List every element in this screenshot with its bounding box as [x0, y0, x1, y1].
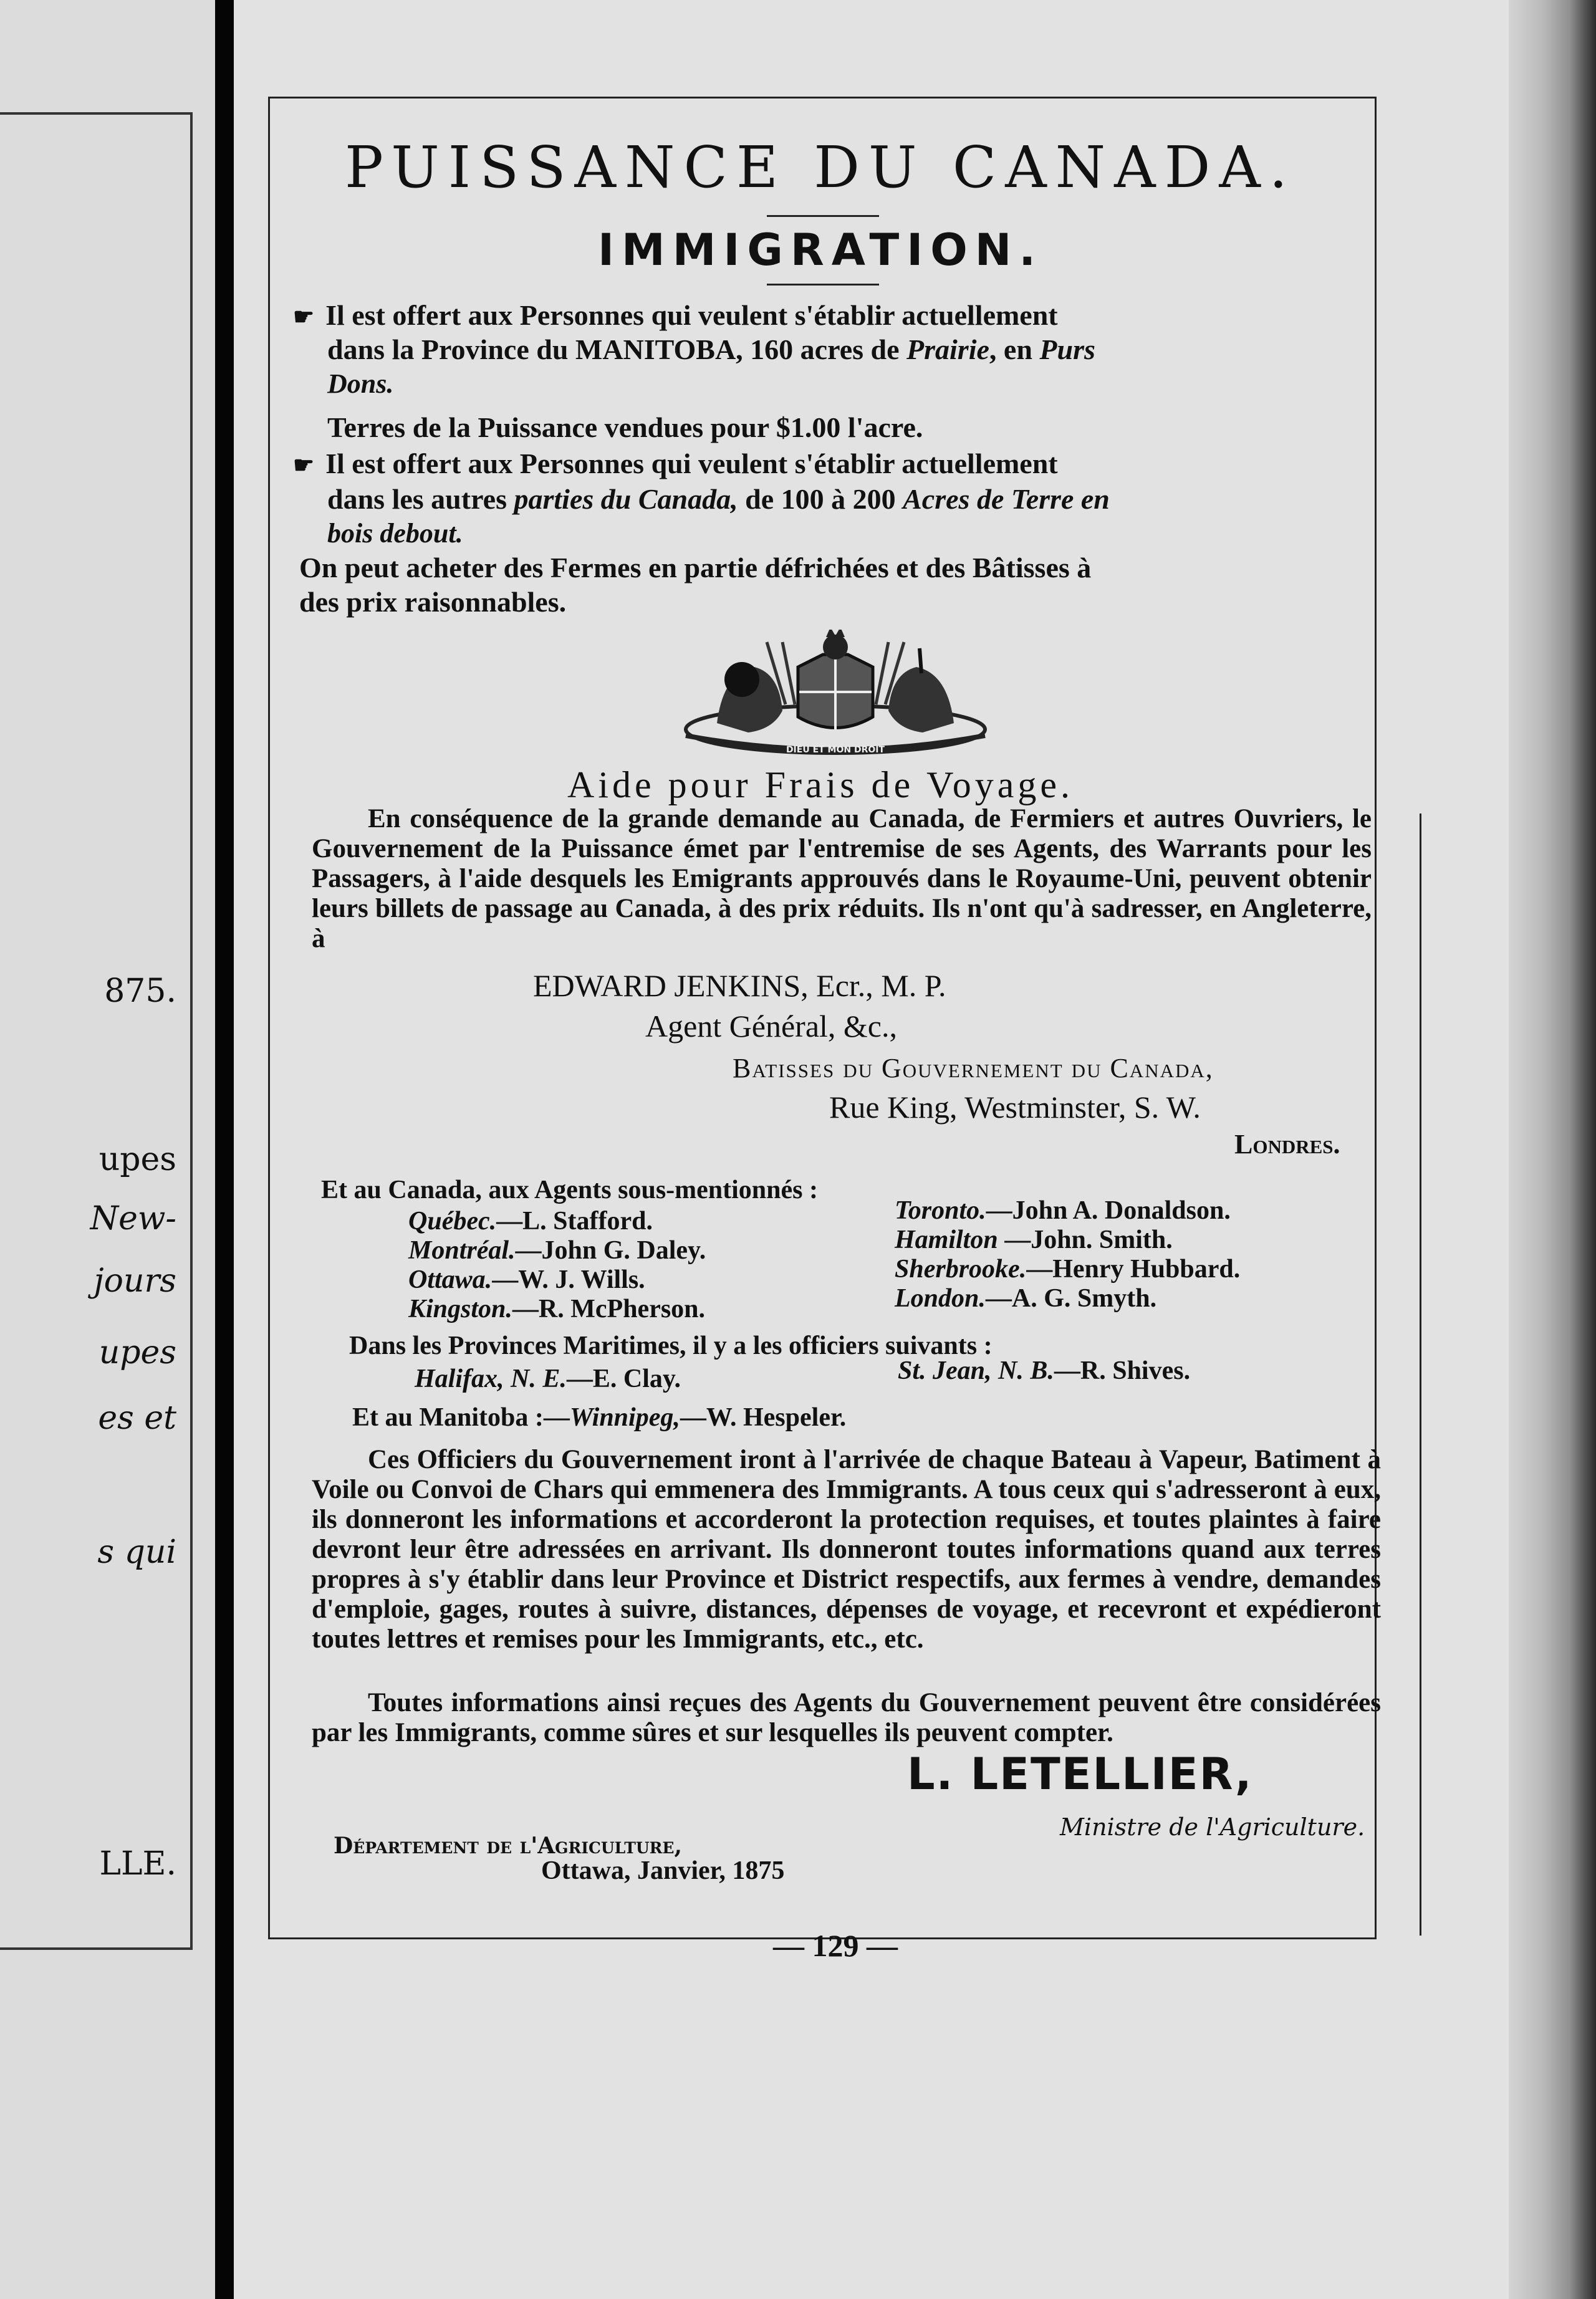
book-gutter — [215, 0, 234, 2299]
pointing-hand-icon: ☛ — [293, 304, 315, 330]
left-fragment: LLE. — [99, 1845, 176, 1883]
royal-crest-icon — [673, 630, 998, 761]
left-fragment: jours — [94, 1262, 176, 1300]
officers-paragraph: Ces Officiers du Gouvernement iront à l'arrivée de chaque Bateau à Vapeur, Batiment à Voile ou Convoi de Chars qui emmenera des Immigrants. A tous ceux qui s'adresseront à eux, ils donneront les informations et accorderont la protection requises, et toutes plaintes à faire devront leur être adressées en arrivant. Ils donneront toutes informations quand aux terres propres à s'y établir dans leur Province et District respectifs, aux fermes à vendre, demandes d'emploie, gages, routes à suivre, distances, dépenses de voyage, et recevront et expédieront toutes lettres et remises pour les Immigrants, etc., etc. — [312, 1445, 1381, 1654]
heading-rule — [767, 284, 879, 286]
offer1-line2: dans la Province du MANITOBA, 160 acres de Prairie, en Purs — [327, 334, 1095, 365]
farms-line1: On peut acheter des Fermes en partie défrichées et des Bâtisses à — [299, 552, 1092, 583]
agent-row-right: Toronto.—John A. Donaldson. — [895, 1196, 1231, 1225]
offer2-bois: bois debout. — [327, 518, 463, 549]
left-page — [0, 0, 215, 2299]
agent-row-left: Kingston.—R. McPherson. — [408, 1295, 706, 1323]
page-edge — [1509, 0, 1596, 2299]
offer2-line2: dans les autres parties du Canada, de 100 à 200 Acres de Terre en — [327, 483, 1110, 515]
svg-text:DIEU ET MON DROIT: DIEU ET MON DROIT — [786, 745, 885, 755]
agent-row-right: London.—A. G. Smyth. — [895, 1284, 1157, 1313]
aid-title: Aide pour Frais de Voyage. — [567, 764, 1074, 805]
agent-city: Londres. — [1234, 1129, 1340, 1159]
ad-heading: IMMIGRATION. — [598, 224, 1043, 276]
aid-paragraph: En conséquence de la grande demande au Canada, de Fermiers et autres Ouvriers, le Gouvernement de la Puissance émet par l'entremise de ses Agents, des Warrants pour les Passagers, à l'aide desquels les Emigrants approuvés dans le Royaume-Uni, peuvent obtenir leurs billets de passage au Canada, à des prix réduits. Ils n'ont qu'à sadresser, en Angleterre, à — [312, 804, 1372, 953]
signature: L. LETELLIER, — [907, 1749, 1253, 1800]
agent-title: Agent Général, &c., — [645, 1009, 898, 1044]
farms-line2: des prix raisonnables. — [299, 586, 567, 618]
offer1-line1: ☛ Il est offert aux Personnes qui veulent s'établir actuellement — [293, 299, 1058, 331]
canada-intro: Et au Canada, aux Agents sous-mentionnés : — [321, 1176, 818, 1204]
department: Département de l'Agriculture, — [334, 1833, 682, 1859]
left-page-frame — [0, 112, 193, 1950]
left-fragment: es et — [98, 1399, 176, 1437]
agent-building: Batisses du Gouvernement du Canada, — [733, 1053, 1214, 1083]
agent-row-left: Québec.—L. Stafford. — [408, 1207, 653, 1236]
agent-row-left: Montréal.—John G. Daley. — [408, 1236, 706, 1265]
agent-row-left: Ottawa.—W. J. Wills. — [408, 1265, 645, 1294]
department-date: Ottawa, Janvier, 1875 — [541, 1856, 785, 1885]
maritime-agent-right: St. Jean, N. B.—R. Shives. — [898, 1356, 1191, 1385]
manitoba-agent: Et au Manitoba :—Winnipeg,—W. Hespeler. — [352, 1403, 847, 1432]
left-fragment: New- — [90, 1200, 176, 1237]
left-fragment: s qui — [97, 1533, 176, 1571]
signature-title: Ministre de l'Agriculture. — [1060, 1813, 1365, 1841]
left-fragment: 875. — [104, 972, 176, 1010]
offer2-line1: ☛ Il est offert aux Personnes qui veulent s'établir actuellement — [293, 448, 1058, 479]
agent-row-right: Sherbrooke.—Henry Hubbard. — [895, 1255, 1241, 1284]
left-fragment: upes — [99, 1334, 176, 1371]
title-rule — [767, 215, 879, 217]
agent-row-right: Hamilton —John. Smith. — [895, 1226, 1173, 1254]
offer1-terres: Terres de la Puissance vendues pour $1.00 l'acre. — [327, 411, 923, 443]
agent-name: EDWARD JENKINS, Ecr., M. P. — [533, 968, 946, 1003]
left-fragment: upes — [99, 1141, 176, 1178]
maritime-agent-left: Halifax, N. E.—E. Clay. — [415, 1365, 681, 1393]
offer1-dons: Dons. — [327, 368, 394, 399]
ad-title: PUISSANCE DU CANADA. — [344, 134, 1297, 201]
pointing-hand-icon: ☛ — [293, 453, 315, 479]
page-number: — 129 — — [773, 1928, 898, 1963]
maritimes-intro: Dans les Provinces Maritimes, il y a les officiers suivants : — [349, 1332, 993, 1360]
info-paragraph: Toutes informations ainsi reçues des Agents du Gouvernement peuvent être considérées par les Immigrants, comme sûres et sur lesquelles ils peuvent compter. — [312, 1688, 1381, 1747]
agent-street: Rue King, Westminster, S. W. — [829, 1090, 1201, 1125]
